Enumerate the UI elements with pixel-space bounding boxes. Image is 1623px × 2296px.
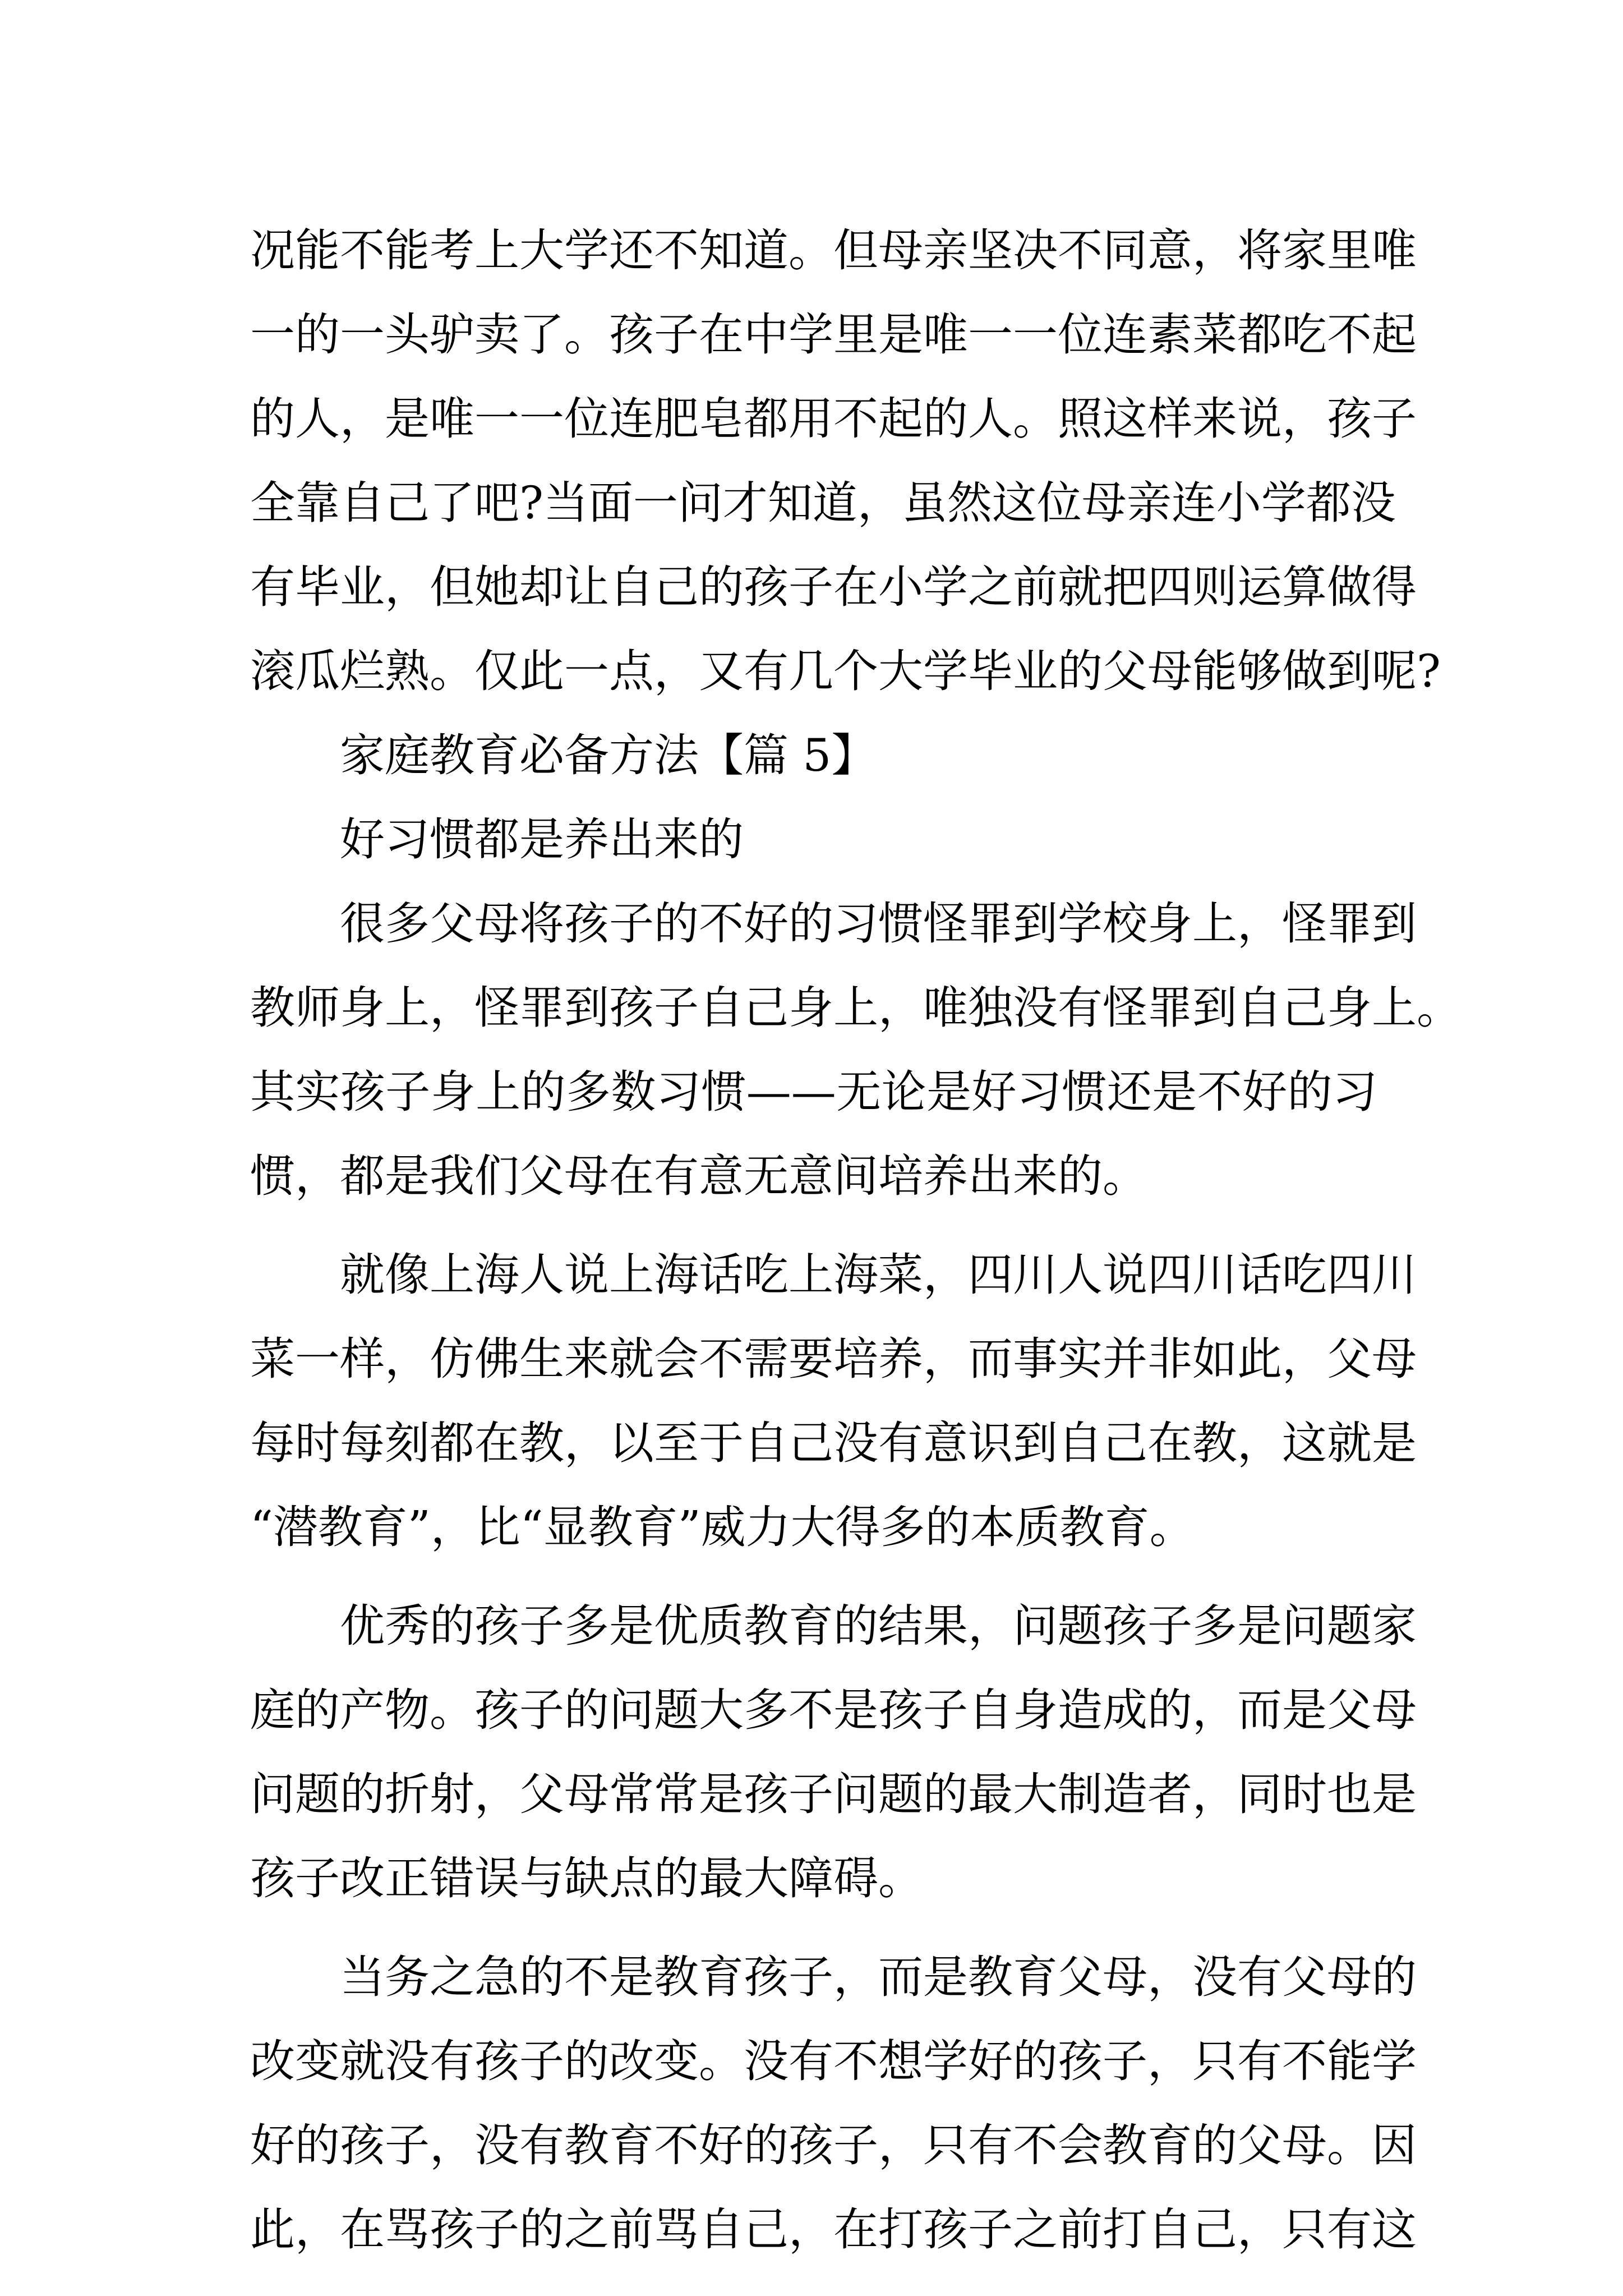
- text-line: 当务之急的不是教育孩子，而是教育父母，没有父母的: [340, 1951, 1417, 2003]
- text-line: 很多父母将孩子的不好的习惯怪罪到学校身上，怪罪到: [340, 898, 1417, 950]
- text-line: 菜一样，仿佛生来就会不需要培养，而事实并非如此，父母: [250, 1333, 1417, 1385]
- text-line: 滚瓜烂熟。仅此一点，又有几个大学毕业的父母能够做到呢?: [250, 645, 1441, 697]
- text-line: 有毕业，但她却让自己的孩子在小学之前就把四则运算做得: [250, 561, 1417, 613]
- text-line: 问题的折射，父母常常是孩子问题的最大制造者，同时也是: [250, 1768, 1417, 1820]
- paragraph: [250, 1233, 1417, 1570]
- section-heading: 家庭教育必备方法【篇 5】: [340, 729, 877, 781]
- paragraph-continued: [250, 209, 1441, 714]
- text-line: 惯，都是我们父母在有意无意间培养出来的。: [250, 1150, 1147, 1202]
- text-line: 的人，是唯一一位连肥皂都用不起的人。照这样来说，孩子: [250, 393, 1417, 445]
- text-line: 一的一头驴卖了。孩子在中学里是唯一一位连素菜都吃不起: [250, 309, 1417, 361]
- text-line: 优秀的孩子多是优质教育的结果，问题孩子多是问题家: [340, 1600, 1417, 1652]
- text-line: 改变就没有孩子的改变。没有不想学好的孩子，只有不能学: [250, 2035, 1417, 2087]
- text-line: 况能不能考上大学还不知道。但母亲坚决不同意，将家里唯: [250, 224, 1417, 277]
- text-line: 好的孩子，没有教育不好的孩子，只有不会教育的父母。因: [250, 2119, 1417, 2171]
- section-subtitle: 好习惯都是养出来的: [340, 813, 744, 866]
- paragraph: [250, 882, 1461, 1218]
- text-line: 庭的产物。孩子的问题大多不是孩子自身造成的，而是父母: [250, 1684, 1417, 1736]
- text-line: 教师身上，怪罪到孩子自己身上，唯独没有怪罪到自己身上。: [250, 982, 1461, 1034]
- document-body: [250, 209, 1461, 2272]
- text-line: 此，在骂孩子的之前骂自己，在打孩子之前打自己，只有这: [250, 2203, 1417, 2256]
- text-line: 全靠自己了吧?当面一问才知道，虽然这位母亲连小学都没: [250, 477, 1396, 529]
- text-line: “潜教育”，比“显教育”威力大得多的本质教育。: [250, 1501, 1195, 1553]
- text-line: 其实孩子身上的多数习惯——无论是好习惯还是不好的习: [250, 1066, 1377, 1118]
- paragraph: [250, 1584, 1417, 1921]
- text-line: 就像上海人说上海话吃上海菜，四川人说四川话吃四川: [340, 1249, 1417, 1301]
- text-line: 每时每刻都在教，以至于自己没有意识到自己在教，这就是: [250, 1417, 1417, 1469]
- paragraph: [250, 1935, 1417, 2272]
- text-line: 孩子改正错误与缺点的最大障碍。: [250, 1852, 923, 1904]
